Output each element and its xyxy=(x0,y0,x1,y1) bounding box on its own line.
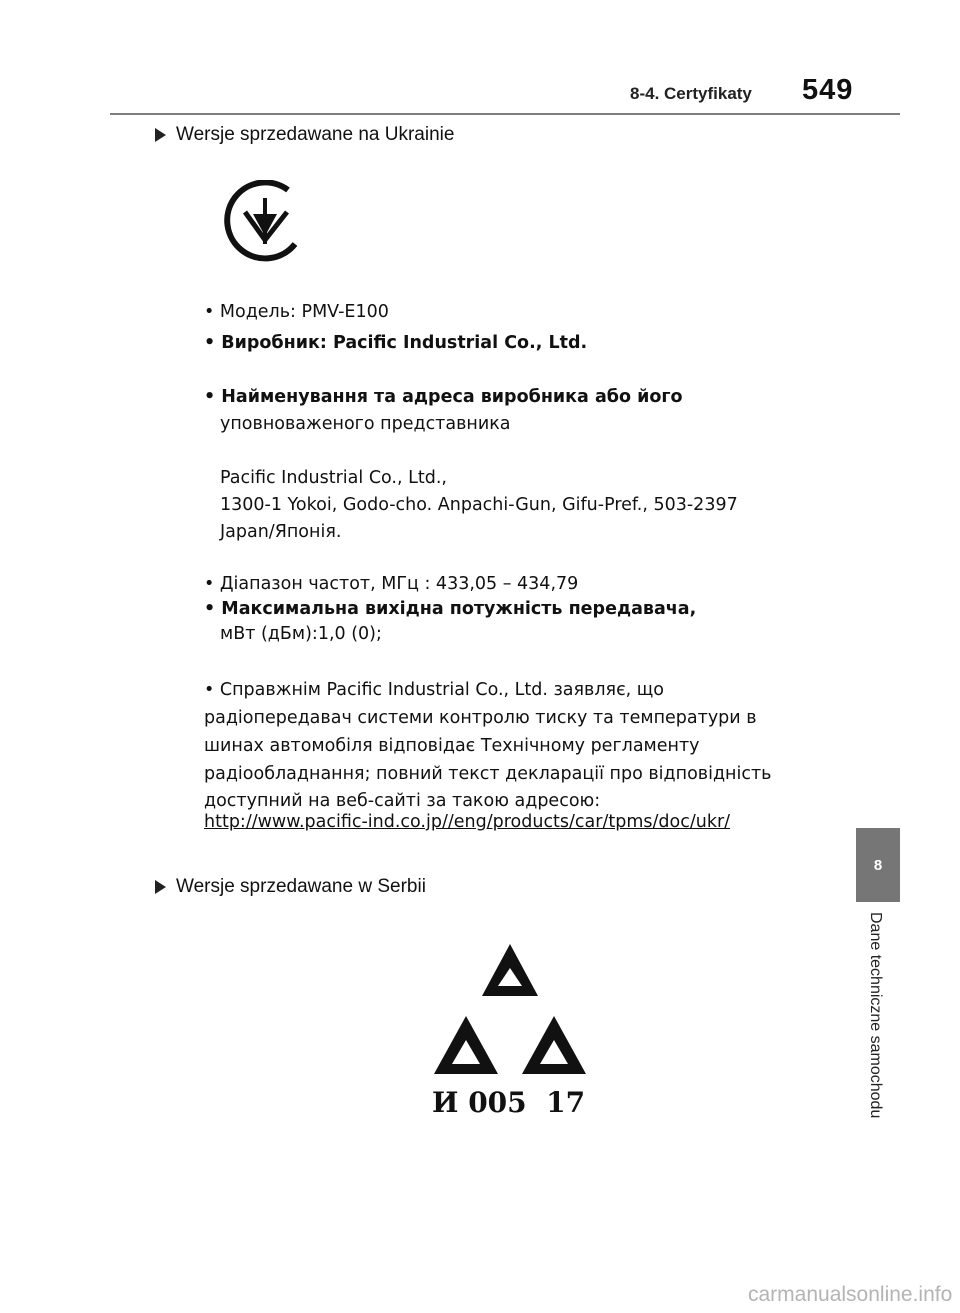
triangle-bullet-icon xyxy=(155,128,166,142)
cert-line-country: Japan/Японія. xyxy=(220,522,342,542)
cert-line-declaration: • Справжнім Pacific Industrial Co., Ltd. заявляє, що xyxy=(204,680,664,700)
cert-line-name-address: • Найменування та адреса виробника або його xyxy=(204,387,683,407)
heading-serbia-text: Wersje sprzedawane w Serbii xyxy=(176,876,426,897)
cert-line-radio-transmitter: радіопередавач системи контролю тиску та температури в xyxy=(204,708,757,728)
ukraine-certificate xyxy=(190,152,818,866)
serbia-mark-code: И 005 17 xyxy=(432,1086,586,1119)
triangle-bullet-icon xyxy=(155,880,166,894)
cert-line-address: 1300-1 Yokoi, Godo-cho. Anpachi-Gun, Gifu-Pref., 503-2397 xyxy=(220,495,738,515)
heading-serbia xyxy=(155,876,426,898)
section-label: 8-4. Certyfikaty xyxy=(630,84,752,103)
header-rule xyxy=(110,113,900,115)
chapter-tab-number: 8 xyxy=(856,828,900,902)
chapter-tab-label: Dane techniczne samochodu xyxy=(867,912,884,1119)
cert-line-max-power: • Максимальна вихідна потужність передавача, xyxy=(204,599,697,619)
cert-line-representative: уповноваженого представника xyxy=(220,414,511,434)
cert-line-full-text: радіообладнання; повний текст декларації про відповідність xyxy=(204,764,772,784)
watermark: carmanualsonline.info xyxy=(748,1283,953,1306)
cert-line-manufacturer: • Виробник: Pacific Industrial Co., Ltd. xyxy=(204,333,588,353)
cert-line-model: • Модель: PMV-E100 xyxy=(204,302,389,322)
cert-url-link[interactable]: http://www.pacific-ind.co.jp//eng/products/car/tpms/doc/ukr/ xyxy=(204,812,731,832)
cert-line-power-value: мВт (дБм):1,0 (0); xyxy=(220,624,382,644)
heading-ukraine xyxy=(155,124,454,146)
serbia-triple-triangle-mark-icon xyxy=(430,938,590,1080)
cert-line-frequency: • Діапазон частот, МГц : 433,05 – 434,79 xyxy=(204,574,579,594)
cert-line-available: доступний на веб-сайті за такою адресою: xyxy=(204,791,601,811)
heading-ukraine-text: Wersje sprzedawane na Ukrainie xyxy=(176,124,455,145)
cert-line-company: Pacific Industrial Co., Ltd., xyxy=(220,468,447,488)
ukrsepro-mark-icon xyxy=(223,180,305,268)
page-number: 549 xyxy=(802,74,854,106)
cert-line-tires: шинах автомобіля відповідає Технічному регламенту xyxy=(204,736,700,756)
